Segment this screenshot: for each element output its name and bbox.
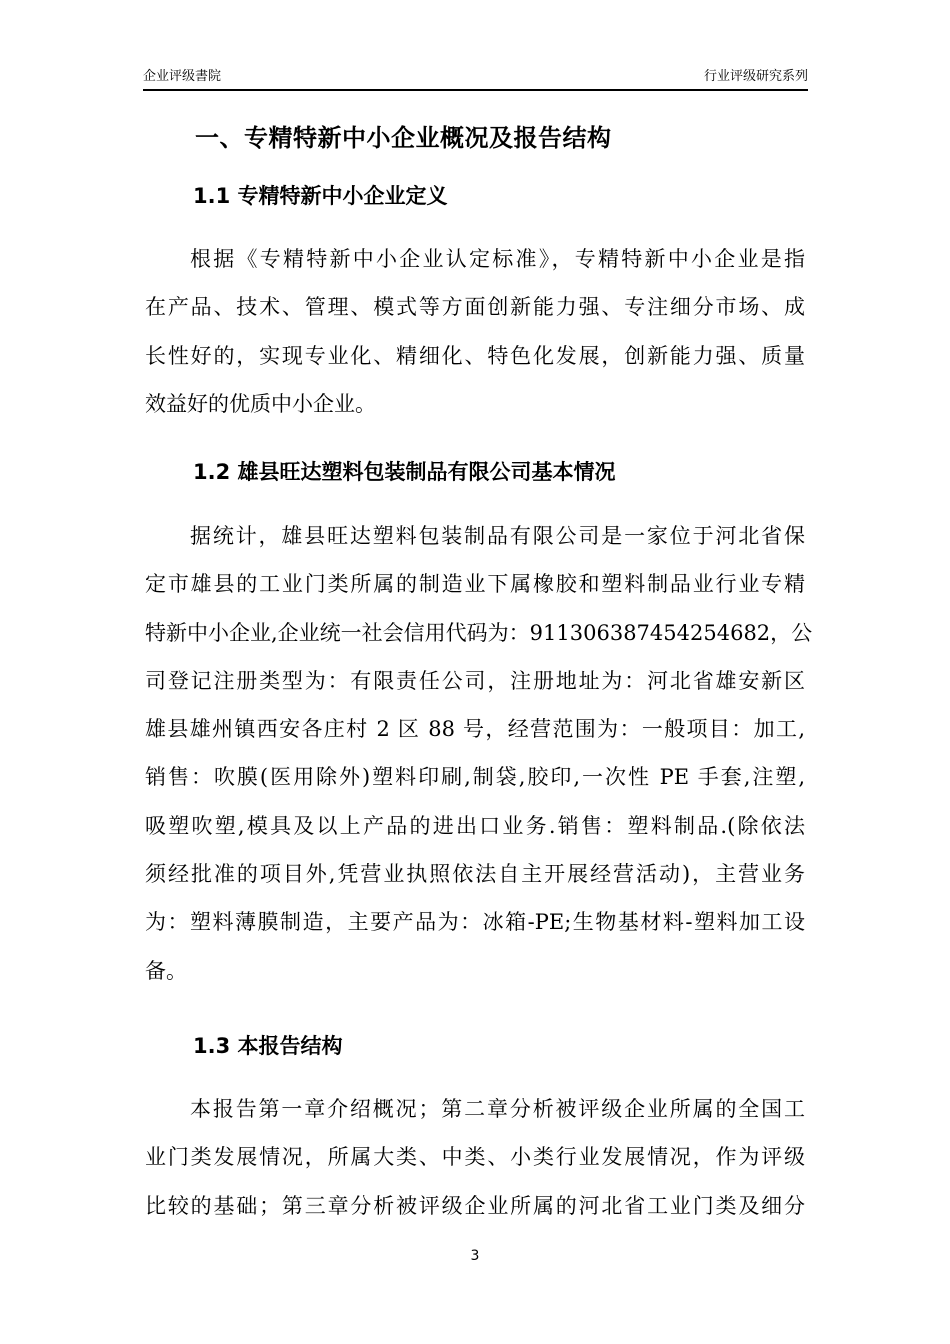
paragraph-line: 特新中小企业,企业统一社会信用代码为：911306387454254682，公 — [145, 620, 813, 645]
section-paragraph-1-1 — [145, 235, 805, 428]
chapter-title: 一、专精特新中小企业概况及报告结构 — [195, 124, 612, 152]
paragraph-line: 在产品、技术、管理、模式等方面创新能力强、专注细分市场、成 — [145, 295, 805, 320]
paragraph-line: 销售：吹膜(医用除外)塑料印刷,制袋,胶印,一次性 PE 手套,注塑, — [145, 765, 805, 790]
paragraph-line: 为：塑料薄膜制造，主要产品为：冰箱-PE;生物基材料-塑料加工设 — [145, 910, 805, 935]
paragraph-line: 长性好的，实现专业化、精细化、特色化发展，创新能力强、质量 — [145, 343, 805, 368]
paragraph-line: 须经批准的项目外,凭营业执照依法自主开展经营活动)，主营业务 — [145, 862, 805, 887]
paragraph-line: 根据《专精特新中小企业认定标准》，专精特新中小企业是指 — [190, 247, 805, 271]
header-publisher: 企业评级書院 — [143, 69, 222, 84]
paragraph-line: 吸塑吹塑,模具及以上产品的进出口业务.销售：塑料制品.(除依法 — [145, 813, 805, 838]
header-series: 行业评级研究系列 — [703, 69, 808, 84]
section-paragraph-1-3 — [145, 1085, 805, 1230]
paragraph-line: 业门类发展情况，所属大类、中类、小类行业发展情况，作为评级 — [145, 1145, 805, 1170]
paragraph-line: 备。 — [145, 958, 187, 983]
section-heading-1-1: 1.1 专精特新中小企业定义 — [193, 184, 448, 208]
paragraph-line: 雄县雄州镇西安各庄村 2 区 88 号，经营范围为：一般项目：加工, — [145, 717, 805, 742]
paragraph-line: 效益好的优质中小企业。 — [145, 391, 376, 416]
section-heading-1-2: 1.2 雄县旺达塑料包装制品有限公司基本情况 — [193, 460, 616, 484]
running-header — [143, 66, 808, 91]
paragraph-line: 据统计，雄县旺达塑料包装制品有限公司是一家位于河北省保 — [190, 524, 805, 548]
paragraph-line: 比较的基础；第三章分析被评级企业所属的河北省工业门类及细分 — [145, 1193, 805, 1218]
paragraph-line: 司登记注册类型为：有限责任公司，注册地址为：河北省雄安新区 — [145, 668, 805, 693]
page-number: 3 — [470, 1248, 480, 1264]
paragraph-line: 定市雄县的工业门类所属的制造业下属橡胶和塑料制品业行业专精 — [145, 572, 805, 597]
paragraph-line: 本报告第一章介绍概况；第二章分析被评级企业所属的全国工 — [190, 1097, 805, 1121]
section-heading-1-3: 1.3 本报告结构 — [193, 1034, 343, 1058]
section-paragraph-1-2 — [145, 512, 813, 995]
